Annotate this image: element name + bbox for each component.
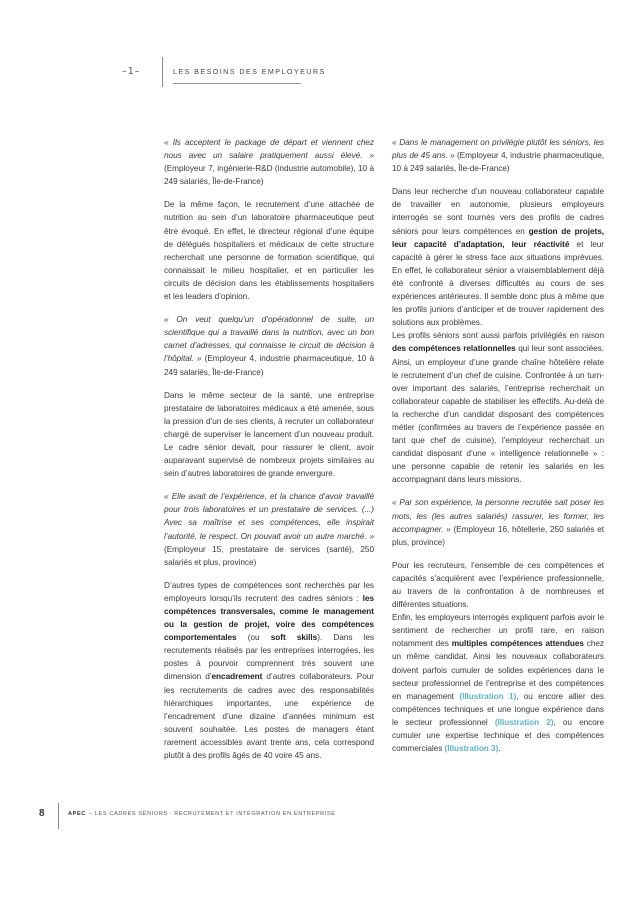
right-column: [392, 136, 604, 755]
body-paragraph: [392, 329, 604, 486]
text-run: qui leur sont associées. Ainsi, un employeur d’une grande chaîne hôtelière relate le recrutement d’un chef de cuisine. Confrontée à un turn-over important des salariés, l’entreprise recherchait un collaborateur capable de stabiliser les effectifs. Au-delà de la recherche d’un candidat disposant des compétences métier (confirmées au travers de l’expérience passée en tant que chef de cuisine), l’employeur recherchait un candidat disposant d’une « intelligence relationnelle » : une personne capable de retenir les salariés en les accompagnant dans leurs missions.: [392, 344, 605, 485]
bold-text: multiples compétences attendues: [451, 639, 584, 649]
text-run: Enfin, les employeurs interrogés expliquent parfois avoir le sentiment de rechercher un profil rare, en raison notamment des: [392, 613, 604, 649]
footer-text: [68, 811, 336, 817]
text-run: (ou: [236, 633, 271, 643]
footer-divider: [58, 803, 59, 829]
bold-text: soft skills: [270, 633, 318, 643]
illustration-link-2[interactable]: (Illustration 2): [494, 717, 554, 727]
publication-title: – LES CADRES SÉNIORS : RECRUTEMENT ET INTÉGRATION EN ENTREPRISE: [88, 811, 336, 817]
body-paragraph: Dans le même secteur de la santé, une entreprise prestataire de laboratoires médicaux a été amenée, sous la pression d’un de ses clients, à recruter un collaborateur chargé de superviser le lancement d’un nouveau produit. Le cadre sénior devait, pour rassurer le client, avoir auparavant supervisé de nombreux projets similaires au sein d’autres laboratoires de grande envergure.: [164, 390, 374, 479]
text-run: Les profils séniors sont aussi parfois privilégiés en raison: [392, 331, 604, 341]
text-run: et leur capacité à gérer le stress face aux situations imprévues. En effet, le collaborateur sénior a vraisemblablement déjà été confronté à diverses difficultés au cours de ses expériences antérieures. Il semble donc plus à même que les profils juniors d’anticiper et de trouver rapidement des solutions aux problèmes.: [392, 239, 604, 328]
quote-paragraph: [164, 136, 374, 188]
body-paragraph: [392, 185, 604, 329]
chapter-number: –1–: [122, 66, 141, 77]
quote-paragraph: [392, 496, 604, 548]
illustration-link-3[interactable]: (Illustration 3): [444, 744, 499, 754]
left-column: [164, 136, 374, 762]
body-paragraph: [164, 579, 374, 762]
publisher-brand: APEC: [68, 811, 86, 817]
body-paragraph: De la même façon, le recrutement d’une attachée de nutrition au sein d’un laboratoire pharmaceutique peut être évoqué. En effet, le directeur régional d’une équipe de délégués hospitaliers et médicaux de cette structure recherchait une personne de formation scientifique, qui connaissait le milieu hospitalier, et en particulier les circuits de décision dans les établissements hospitaliers et les leaders d’opinion.: [164, 200, 374, 302]
text-run: Dans leur recherche d’un nouveau collaborateur capable de travailler en autonomie, plusieurs employeurs interrogés se sont tournés vers des profils de cadres séniors pour leurs compétences en: [392, 187, 604, 236]
bold-text: les compétences transversales, comme le management ou la gestion de projet, voire des compétences comportementales: [164, 593, 374, 643]
bold-text: des compétences relationnelles: [392, 344, 516, 354]
quote-paragraph: [164, 313, 374, 378]
quote-source: (Employeur 15, prestataire de services (santé), 250 salariés et plus, province): [164, 544, 374, 567]
body-paragraph: Pour les recruteurs, l’ensemble de ces compétences et capacités s’acquièrent avec l’expérience professionnelle, au travers de la confrontation à de nombreuses et différentes situations.: [392, 560, 604, 610]
quote-source: (Employeur 16, hôtellerie, 250 salariés et plus, province): [392, 524, 604, 547]
page-footer: [0, 806, 638, 836]
quote-text: « Ils acceptent le package de départ et viennent chez nous avec un salaire pratiquement aussi élevé. »: [164, 138, 374, 161]
page-header: [0, 63, 638, 93]
text-run: , ou encore allier des compétences techniques et une longue expérience dans le secteur professionnel: [392, 691, 604, 727]
quote-text: « Par son expérience, la personne recrutée sait poser les mots, les (les autres salariés) rassurer, les former, les accompagner. »: [392, 498, 604, 534]
header-underline: [173, 83, 301, 84]
quote-source: (Employeur 4, industrie pharmaceutique, 10 à 249 salariés, Île-de-France): [392, 151, 604, 174]
bold-text: encadrement: [211, 672, 263, 682]
text-run: D’autres types de compétences sont recherchés par les employeurs lorsqu’ils recrutent des cadres séniors :: [164, 580, 374, 603]
illustration-link-1[interactable]: (Illustration 1): [459, 691, 517, 701]
quote-paragraph: [392, 136, 604, 175]
chapter-title: LES BESOINS DES EMPLOYEURS: [173, 67, 326, 76]
quote-source: (Employeur 7, ingénierie-R&D (industrie automobile), 10 à 249 salariés, Île-de-France): [164, 164, 374, 187]
quote-text: « Dans le management on privilégie plutôt les séniors, les plus de 45 ans. »: [392, 138, 604, 161]
bold-text: gestion de projets, leur capacité d’adaptation, leur réactivité: [392, 226, 604, 249]
quote-text: « Elle avait de l’expérience, et la chance d’avoir travaillé pour trois laboratoires et un prestataire de services. (...) Avec sa maîtrise et ses compétences, elle inspirait l’autorité, le respect. On pouvait avoir un autre marché. »: [164, 492, 374, 541]
header-divider: [162, 57, 163, 87]
text-run: .: [498, 744, 501, 754]
text-run: , ou encore cumuler une expertise technique et des compétences commerciales: [392, 717, 604, 754]
quote-text: « On veut quelqu’un d’opérationnel de suite, un scientifique qui a travaillé dans la nutrition, avec un bon carnet d’adresses, qui connaisse le circuit de décision à l’hôpital. »: [164, 315, 374, 364]
page-number: 8: [39, 808, 45, 819]
text-run: chez un même candidat. Ainsi les nouveaux collaborateurs doivent parfois cumuler de solides expériences dans le secteur professionnel de l’entreprise et des compétences en management: [392, 639, 604, 701]
body-paragraph: [392, 611, 604, 755]
text-run: d’autres collaborateurs. Pour les recrutements de cadres avec des responsabilités hiérarchiques importantes, une expérience de l’encadrement d’une dizaine d’années minimum est souvent souhaitée. Les postes de managers étant rarement accessibles avant trente ans, cela correspond plutôt à des profils âgés de 40 voire 45 ans.: [164, 672, 374, 761]
quote-paragraph: [164, 490, 374, 569]
text-run: ). Dans les recrutements réalisés par les entreprises interrogées, les postes à pourvoir comprennent très souvent une dimension d’: [164, 633, 374, 682]
quote-source: (Employeur 4, industrie pharmaceutique, 10 à 249 salariés, Île-de-France): [164, 354, 374, 377]
